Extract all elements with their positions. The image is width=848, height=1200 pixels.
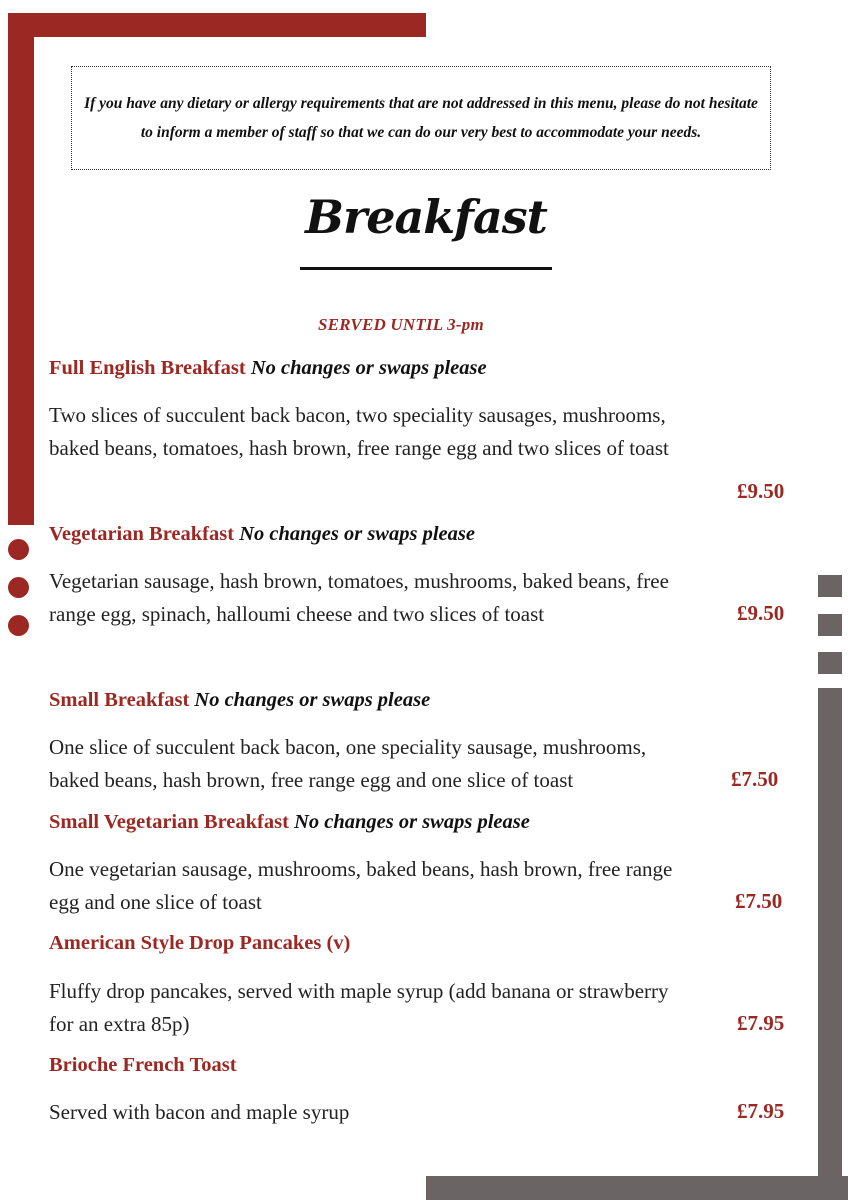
red-dot [8, 615, 29, 636]
menu-item-heading [49, 1054, 237, 1077]
menu-item-heading [49, 932, 350, 955]
grey-square [818, 614, 842, 636]
menu-item-description: Served with bacon and maple syrup [49, 1100, 350, 1124]
menu-item-description: One vegetarian sausage, mushrooms, baked beans, hash brown, free range [49, 857, 673, 881]
menu-item-name: American Style Drop Pancakes (v) [49, 932, 351, 954]
red-dot [8, 577, 29, 598]
menu-item-price: £7.95 [737, 1099, 785, 1123]
menu-item-description: Two slices of succulent back bacon, two speciality sausages, mushrooms, [49, 403, 666, 427]
menu-item-heading [49, 811, 530, 834]
red-frame-top [8, 13, 426, 37]
menu-item-name: Small Breakfast [49, 689, 190, 711]
menu-item-heading [49, 689, 430, 712]
menu-item-description: range egg, spinach, halloumi cheese and two slices of toast [49, 602, 545, 626]
menu-item-price: £7.50 [731, 767, 779, 791]
page-title: Breakfast [305, 190, 547, 244]
menu-item-name: Brioche French Toast [49, 1054, 237, 1076]
menu-item-note: No changes or swaps please [239, 523, 475, 545]
menu-item-price: £7.50 [735, 889, 783, 913]
menu-item-name: Full English Breakfast [49, 357, 246, 379]
allergy-notice [71, 66, 771, 170]
menu-item-description: Fluffy drop pancakes, served with maple syrup (add banana or strawberry [49, 979, 669, 1003]
menu-item-description: for an extra 85p) [49, 1012, 190, 1036]
menu-item-description: baked beans, hash brown, free range egg and one slice of toast [49, 768, 574, 792]
menu-item-note: No changes or swaps please [250, 357, 487, 379]
served-until: SERVED UNTIL 3-pm [318, 315, 484, 334]
allergy-notice-text: If you have any dietary or allergy requirements that are not addressed in this menu, please do not hesitate to inform a member of staff so that we can do our very best to accommodate your needs. [84, 95, 758, 141]
menu-item-heading [49, 523, 475, 546]
grey-square [818, 575, 842, 597]
menu-item-description: One slice of succulent back bacon, one speciality sausage, mushrooms, [49, 735, 647, 759]
menu-item-heading [49, 357, 487, 380]
menu-item-description: egg and one slice of toast [49, 890, 262, 914]
red-dot [8, 539, 29, 560]
grey-frame-right [818, 688, 842, 1200]
menu-item-description: Vegetarian sausage, hash brown, tomatoes, mushrooms, baked beans, free [49, 569, 669, 593]
red-frame-left [8, 13, 34, 525]
menu-item-price: £9.50 [737, 479, 785, 503]
menu-item-note: No changes or swaps please [294, 811, 530, 833]
menu-item-name: Small Vegetarian Breakfast [49, 811, 289, 833]
grey-frame-bottom [426, 1176, 848, 1200]
menu-item-description: baked beans, tomatoes, hash brown, free range egg and two slices of toast [49, 436, 669, 460]
menu-item-price: £7.95 [737, 1011, 785, 1035]
grey-square [818, 652, 842, 674]
menu-item-note: No changes or swaps please [194, 689, 431, 711]
menu-item-name: Vegetarian Breakfast [49, 523, 235, 545]
menu-item-price: £9.50 [737, 601, 785, 625]
title-underline [300, 267, 552, 270]
